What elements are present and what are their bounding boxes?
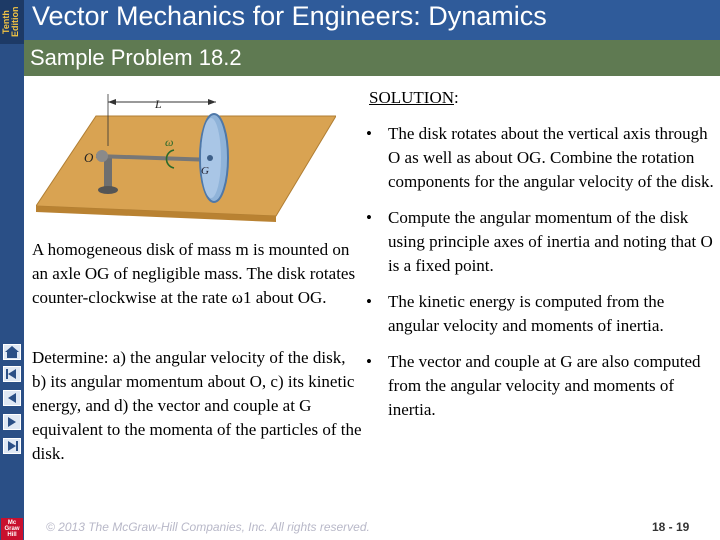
solution-bullet: • The disk rotates about the vertical axis through O as well as about OG. Combine the rotation components for the angular velocity of the disk. <box>366 124 714 191</box>
page-number: 18 - 19 <box>652 520 690 534</box>
solution-bullet-text: The kinetic energy is computed from the angular velocity and moments of inertia. <box>388 292 665 335</box>
problem-determine: Determine: a) the angular velocity of the disk, b) its angular momentum about O, c) its kinetic energy, and d) the vector and couple at G equivalent to the momenta of the particles of the disk. <box>32 348 362 463</box>
length-label: L <box>155 97 162 111</box>
solution-bullet: • The vector and couple at G are also computed from the angular velocity and moments of inertia. <box>366 352 701 419</box>
mcgraw-hill-logo: Mc Graw Hill <box>1 518 23 540</box>
origin-label: O <box>84 150 94 165</box>
subheader-bar <box>24 40 720 76</box>
header-bar <box>24 0 720 40</box>
omega-label: ω <box>165 135 174 149</box>
solution-bullet-text: Compute the angular momentum of the disk using principle axes of inertia and noting that O is a fixed point. <box>388 208 713 275</box>
solution-list <box>366 122 716 434</box>
forward-icon[interactable] <box>3 414 21 430</box>
next-section-icon[interactable] <box>3 438 21 454</box>
back-icon[interactable] <box>3 390 21 406</box>
solution-bullet: • Compute the angular momentum of the disk using principle axes of inertia and noting that O is a fixed point. <box>366 208 713 275</box>
problem-statement: A homogeneous disk of mass m is mounted on an axle OG of negligible mass. The disk rotates counter-clockwise at the rate ω1 about OG. <box>32 240 356 307</box>
side-strip <box>0 0 24 540</box>
solution-bullet: • The kinetic energy is computed from the angular velocity and moments of inertia. <box>366 292 665 335</box>
home-icon[interactable] <box>3 344 21 360</box>
copyright-footer: © 2013 The McGraw-Hill Companies, Inc. All rights reserved. <box>46 520 370 534</box>
solution-bullet-text: The disk rotates about the vertical axis through O as well as about OG. Combine the rotation components for the angular velocity of the disk. <box>388 124 714 191</box>
section-title: Sample Problem 18.2 <box>30 45 242 70</box>
prev-section-icon[interactable] <box>3 366 21 382</box>
solution-heading: SOLUTION: <box>369 88 459 107</box>
disk-axle-figure <box>36 86 336 226</box>
edition-badge <box>0 0 24 44</box>
edition-text: Tenth Edition <box>1 6 20 38</box>
page-title: Vector Mechanics for Engineers: Dynamics <box>32 1 547 31</box>
g-label: G <box>201 165 209 177</box>
solution-heading-text: SOLUTION <box>369 88 454 107</box>
solution-bullet-text: The vector and couple at G are also computed from the angular velocity and moments of inertia. <box>388 352 701 419</box>
